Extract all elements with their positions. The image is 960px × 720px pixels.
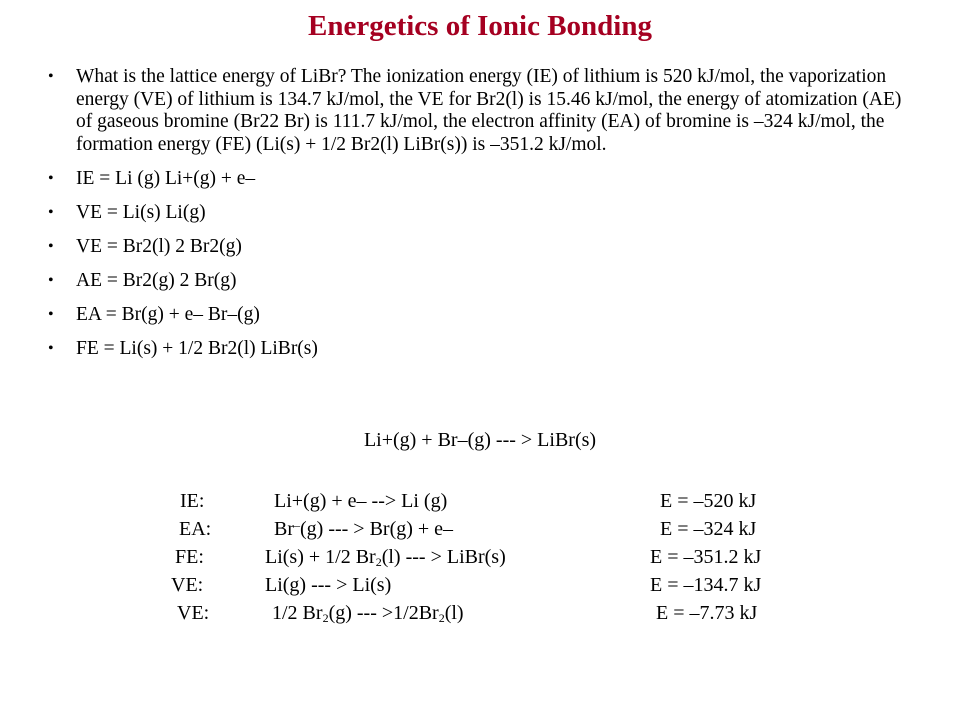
bullet-list — [48, 66, 928, 372]
step-energy: E = –351.2 kJ — [650, 546, 762, 568]
bullet-text: EA = Br(g) + e– Br–(g) — [76, 304, 260, 325]
step-equation: Li(s) + 1/2 $Br_2(l)$ --- > LiBr(s) — [265, 546, 506, 569]
step-equation: Li+(g) + e– --> Li (g) — [274, 490, 448, 512]
step-energy: E = –7.73 kJ — [656, 602, 758, 624]
bullet-item-ie — [48, 168, 928, 191]
bullet-item-ea — [48, 304, 928, 327]
bullet-text: AE = Br2(g) 2 Br(g) — [76, 270, 237, 291]
bullet-dot-icon: • — [48, 238, 54, 255]
lattice-reaction: Li+(g) + Br–(g) --- > LiBr(s) — [363, 429, 597, 451]
bullet-dot-icon: • — [48, 68, 54, 85]
step-label: VE: — [171, 574, 204, 596]
bullet-text: FE = Li(s) + 1/2 Br2(l) LiBr(s) — [76, 338, 318, 359]
step-label: VE: — [177, 602, 210, 624]
step-energy: E = –520 kJ — [660, 490, 757, 512]
bullet-dot-icon: • — [48, 204, 54, 221]
bullet-item-question — [48, 66, 921, 156]
step-energy: E = –134.7 kJ — [650, 574, 762, 596]
step-equation: Br–(g) --- > Br(g) + e– — [274, 518, 454, 540]
slide-title: Energetics of Ionic Bonding — [308, 10, 652, 42]
bullet-text: What is the lattice energy of LiBr? The ionization energy (IE) of lithium is 520 kJ/mol, the vaporization energy (VE) of lithium is 134.7 kJ/mol, the VE for Br2(l) is 15.46 kJ/mol, the energy of atomization (AE) of gaseous bromine (Br22 Br) is 111.7 kJ/mol, the electron affinity (EA) of bromine is –324 kJ/mol, the formation energy (FE) (Li(s) + 1/2 Br2(l) LiBr(s)) is –351.2 kJ/mol. — [76, 66, 902, 155]
bullet-text: VE = Li(s) Li(g) — [76, 202, 206, 223]
bullet-item-ve-br — [48, 236, 928, 259]
bullet-item-ae — [48, 270, 928, 293]
step-label: FE: — [175, 546, 204, 568]
step-equation: 1/2 $Br_2(g)$ --- $>1/2Br_2(l)$ — [272, 602, 464, 625]
step-row-ea — [0, 515, 960, 543]
step-row-ve-li — [0, 571, 960, 599]
bullet-dot-icon: • — [48, 340, 54, 357]
step-row-ve-br — [0, 599, 960, 627]
step-row-ie — [0, 487, 960, 515]
bullet-dot-icon: • — [48, 170, 54, 187]
step-label: EA: — [179, 518, 212, 540]
step-label: IE: — [180, 490, 205, 512]
born-haber-steps — [0, 487, 960, 627]
bullet-text: IE = Li (g) Li+(g) + e– — [76, 168, 256, 189]
bullet-dot-icon: • — [48, 272, 54, 289]
step-row-fe — [0, 543, 960, 571]
step-equation: Li(g) --- > Li(s) — [265, 574, 392, 596]
bullet-item-fe — [48, 338, 928, 361]
bullet-item-ve-li — [48, 202, 928, 225]
bullet-text: VE = Br2(l) 2 Br2(g) — [76, 236, 242, 257]
bullet-dot-icon: • — [48, 306, 54, 323]
step-energy: E = –324 kJ — [660, 518, 757, 540]
